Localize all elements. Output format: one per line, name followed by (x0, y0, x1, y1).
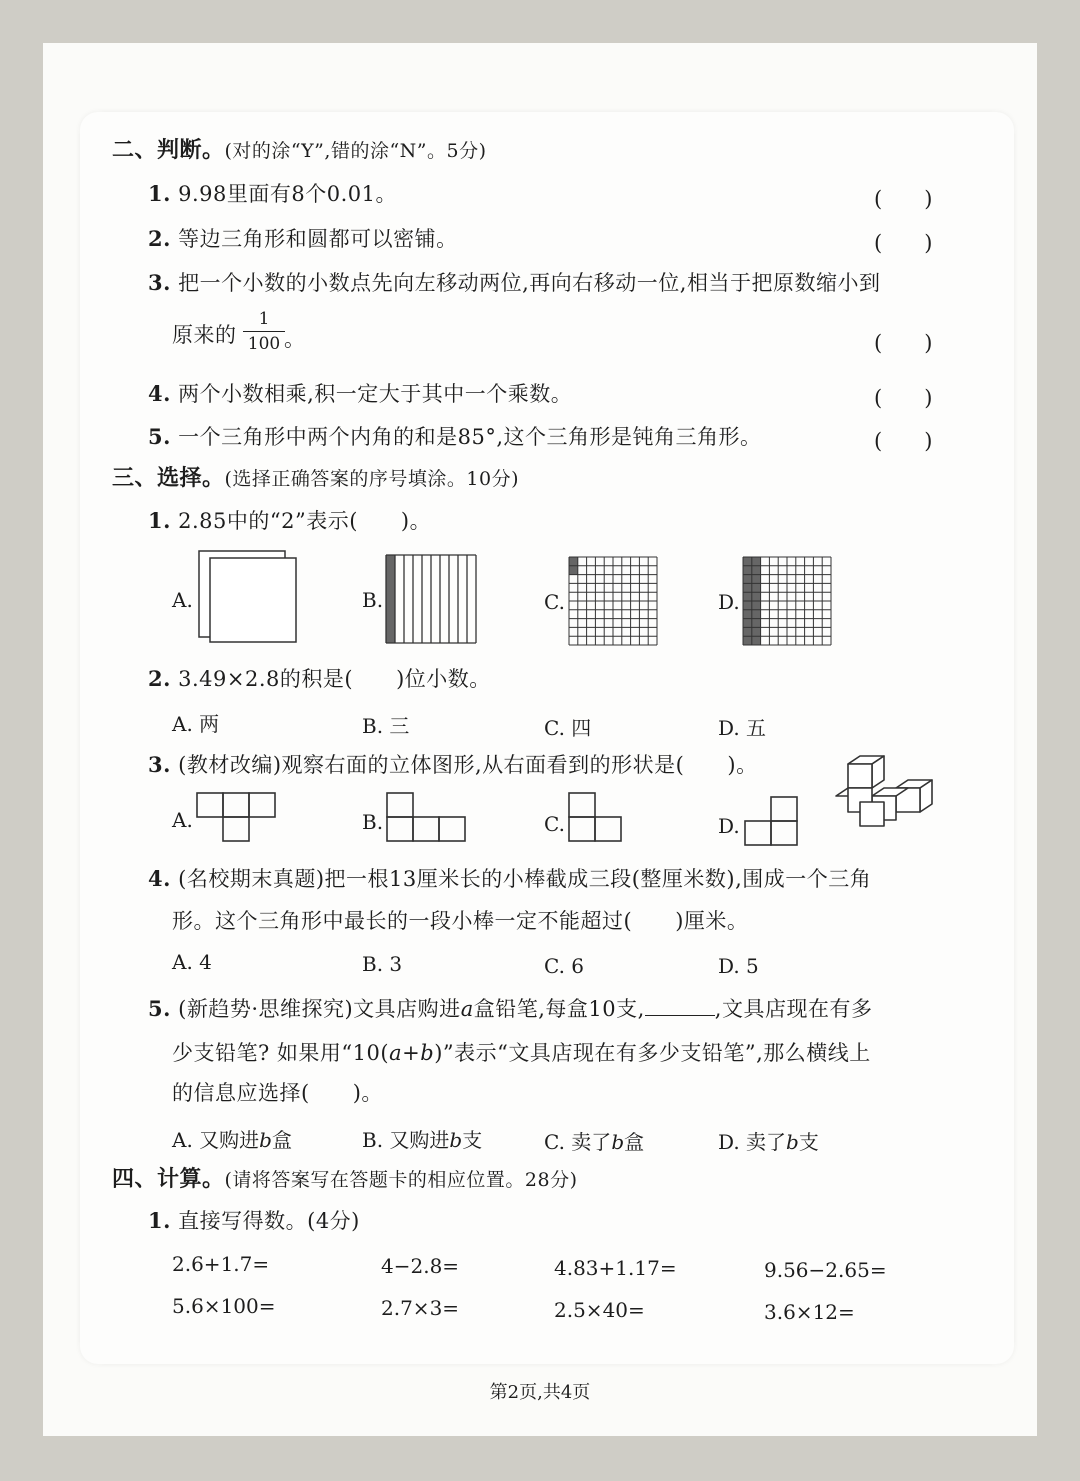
choice-q5-option-d[interactable]: D. 卖了b支 (718, 1130, 819, 1154)
section-4-heading: 四、计算。(请将答案写在答题卡的相应位置。28分) (112, 1166, 578, 1192)
choice-q3-option-d[interactable]: D. (718, 814, 740, 838)
choice-q5-option-a[interactable]: A. 又购进b盒 (172, 1128, 292, 1152)
option-b-tenths-grid (385, 554, 477, 644)
judge-q3-period: 。 (284, 327, 306, 351)
calc-item: 3.6×12= (764, 1300, 855, 1324)
choice-q2-option-d[interactable]: D. 五 (718, 716, 767, 740)
calc-item: 4.83+1.17= (554, 1256, 677, 1280)
choice-q5-line2: 少支铅笔? 如果用“10(a+b)”表示“文具店现在有多少支铅笔”,那么横线上 (172, 1041, 871, 1065)
choice-q4-line2: 形。这个三角形中最长的一段小棒一定不能超过( )厘米。 (172, 909, 749, 933)
blank-line (645, 997, 715, 1016)
choice-q1-option-a[interactable]: A. (172, 588, 193, 612)
answer-paren-2[interactable]: ( ) (874, 231, 933, 255)
answer-paren-5[interactable]: ( ) (874, 429, 933, 453)
choice-q4: 4. (名校期末真题)把一根13厘米长的小棒截成三段(整厘米数),围成一个三角 (148, 866, 872, 891)
judge-q3: 3. 把一个小数的小数点先向左移动两位,再向右移动一位,相当于把原数缩小到 (148, 270, 881, 295)
calc-item: 9.56−2.65= (764, 1258, 887, 1282)
section-3-heading: 三、选择。(选择正确答案的序号填涂。10分) (112, 465, 520, 491)
choice-q1-option-c[interactable]: C. (544, 590, 565, 614)
choice-q1-option-d[interactable]: D. (718, 590, 740, 614)
option-a-view-shape (196, 792, 276, 844)
section-2-heading: 二、判断。(对的涂“Y”,错的涂“N”。5分) (112, 137, 487, 163)
choice-q3-option-b[interactable]: B. (362, 810, 384, 834)
option-c-view-shape (568, 792, 648, 844)
choice-q3-option-a[interactable]: A. (172, 808, 193, 832)
choice-q4-option-c[interactable]: C. 6 (544, 954, 585, 978)
choice-q2-option-c[interactable]: C. 四 (544, 716, 592, 740)
choice-q5-option-c[interactable]: C. 卖了b盒 (544, 1130, 645, 1154)
calc-item: 5.6×100= (172, 1294, 276, 1318)
calc-q1: 1. 直接写得数。(4分) (148, 1208, 360, 1233)
calc-item: 2.6+1.7= (172, 1252, 270, 1276)
answer-paren-1[interactable]: ( ) (874, 187, 933, 211)
judge-q1: 1. 9.98里面有8个0.01。 (148, 181, 398, 206)
calc-item: 4−2.8= (381, 1254, 460, 1278)
calc-item: 2.5×40= (554, 1298, 645, 1322)
judge-q3-cont: 原来的 (172, 323, 237, 347)
option-c-hundredths-grid (568, 556, 658, 644)
choice-q2: 2. 3.49×2.8的积是( )位小数。 (148, 666, 491, 691)
answer-paren-3[interactable]: ( ) (874, 331, 933, 355)
judge-q4: 4. 两个小数相乘,积一定大于其中一个乘数。 (148, 381, 573, 406)
fraction-1-100: 1 100 (243, 309, 285, 354)
choice-q5-line3: 的信息应选择( )。 (172, 1081, 383, 1105)
choice-q3-option-c[interactable]: C. (544, 812, 565, 836)
choice-q3: 3. (教材改编)观察右面的立体图形,从右面看到的形状是( )。 (148, 752, 758, 777)
choice-q2-option-b[interactable]: B. 三 (362, 714, 410, 738)
option-d-hundredths-grid (742, 556, 832, 644)
answer-paren-4[interactable]: ( ) (874, 386, 933, 410)
choice-q4-option-b[interactable]: B. 3 (362, 952, 403, 976)
choice-q1-option-b[interactable]: B. (362, 588, 384, 612)
option-a-unit-squares-figure (198, 550, 300, 644)
option-d-view-shape (744, 796, 800, 848)
choice-q4-option-a[interactable]: A. 4 (172, 950, 212, 974)
choice-q2-option-a[interactable]: A. 两 (172, 712, 220, 736)
choice-q1: 1. 2.85中的“2”表示( )。 (148, 508, 432, 533)
choice-q5-option-b[interactable]: B. 又购进b支 (362, 1128, 483, 1152)
page-footer: 第2页,共4页 (489, 1382, 591, 1403)
judge-q5: 5. 一个三角形中两个内角的和是85°,这个三角形是钝角三角形。 (148, 424, 762, 449)
choice-q4-option-d[interactable]: D. 5 (718, 954, 759, 978)
option-b-view-shape (386, 792, 466, 844)
calc-item: 2.7×3= (381, 1296, 460, 1320)
judge-q2: 2. 等边三角形和圆都可以密铺。 (148, 226, 458, 251)
choice-q5: 5. (新趋势·思维探究)文具店购进a盒铅笔,每盒10支, ,文具店现在有多 (148, 996, 873, 1021)
solid-cubes-figure (836, 754, 932, 830)
